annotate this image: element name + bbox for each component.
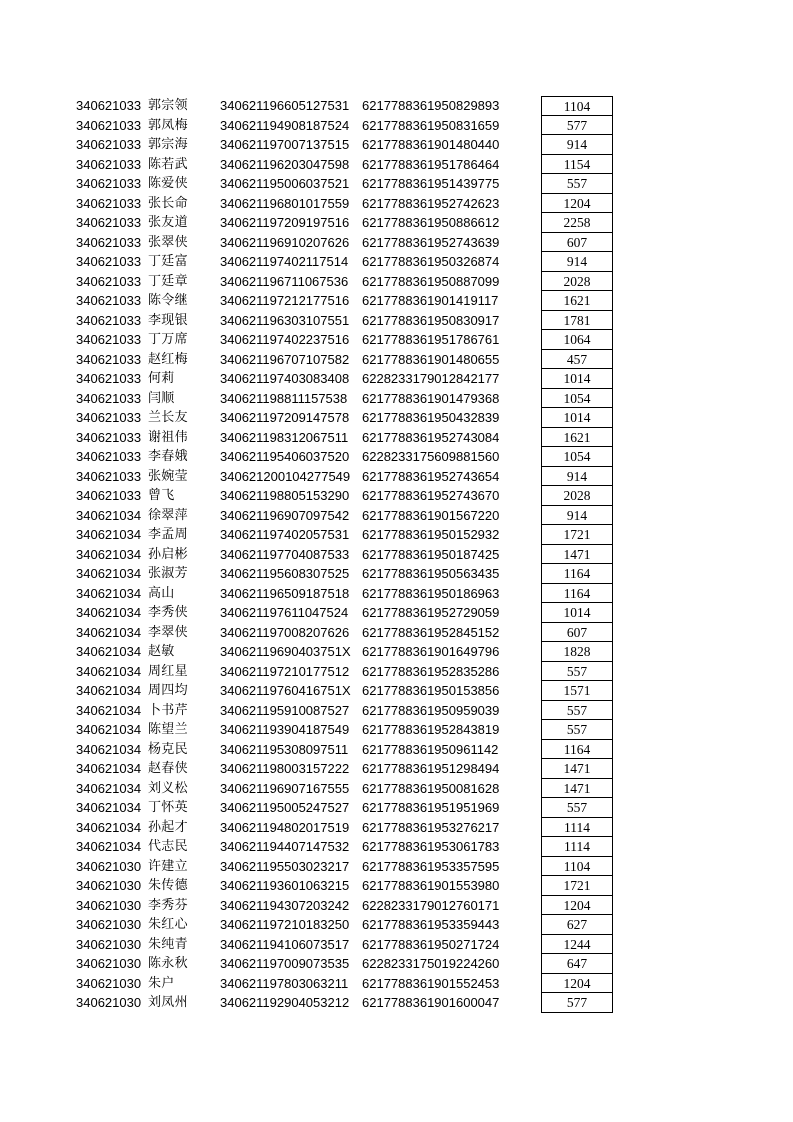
id-number-cell: 340621197008207626 — [220, 624, 350, 640]
bank-account-cell: 6217788361950153856 — [362, 683, 500, 698]
bank-account-cell: 6217788361953357595 — [362, 858, 500, 874]
village-code-cell: 340621033 — [76, 216, 142, 230]
village-code-cell: 340621033 — [76, 99, 142, 113]
table-row — [0, 525, 793, 545]
village-code-cell: 340621030 — [76, 898, 142, 913]
amount-cell: 914 — [541, 135, 613, 155]
amount-cell: 557 — [541, 662, 613, 682]
bank-account-cell: 6217788361950959039 — [362, 702, 500, 718]
name-cell: 陈永秋 — [148, 956, 188, 971]
village-code-cell: 340621034 — [76, 547, 142, 562]
village-code-cell: 340621033 — [76, 235, 142, 250]
village-code-cell: 340621034 — [76, 567, 142, 581]
village-code-cell: 340621030 — [76, 957, 142, 971]
amount-cell: 1014 — [541, 603, 613, 623]
id-number-cell: 340621193601063215 — [220, 878, 350, 893]
bank-account-cell: 6228233175019224260 — [362, 956, 500, 971]
id-number-cell: 340621194307203242 — [220, 897, 350, 913]
id-number-cell: 340621192904053212 — [220, 995, 350, 1010]
village-code-cell: 340621033 — [76, 489, 142, 503]
bank-account-cell: 6217788361952743084 — [362, 429, 500, 445]
bank-account-cell: 6217788361950187425 — [362, 546, 500, 562]
id-number-cell: 340621198312067511 — [220, 429, 349, 445]
village-code-cell: 340621030 — [76, 918, 142, 932]
bank-account-cell: 6217788361950961142 — [362, 741, 499, 757]
bank-account-cell: 6217788361952742623 — [362, 195, 500, 211]
bank-account-cell: 6217788361951951969 — [362, 800, 500, 815]
id-number-cell: 340621195406037520 — [220, 449, 350, 464]
id-number-cell: 340621193904187549 — [220, 722, 350, 737]
village-code-cell: 340621034 — [76, 723, 142, 737]
village-code-cell: 340621033 — [76, 469, 142, 484]
village-code-cell: 340621033 — [76, 391, 142, 406]
table-row — [0, 642, 793, 662]
bank-account-cell: 6217788361901480440 — [362, 137, 500, 152]
id-number-cell: 340621200104277549 — [220, 468, 351, 484]
bank-account-cell: 6217788361953359443 — [362, 917, 500, 932]
village-code-cell: 340621034 — [76, 645, 142, 659]
bank-account-cell: 6217788361952743639 — [362, 234, 500, 250]
id-number-cell: 340621196605127531 — [220, 98, 350, 113]
amount-cell: 1621 — [541, 428, 613, 448]
table-row — [0, 252, 793, 272]
id-number-cell: 340621196303107551 — [220, 312, 350, 328]
table-row — [0, 915, 793, 935]
village-code-cell: 340621034 — [76, 586, 142, 601]
id-number-cell: 340621195608307525 — [220, 566, 350, 581]
village-code-cell: 340621034 — [76, 703, 142, 718]
bank-account-cell: 6217788361952835286 — [362, 663, 500, 679]
data-table — [0, 96, 793, 1013]
table-row — [0, 681, 793, 701]
name-cell: 陈望兰 — [148, 722, 188, 737]
name-cell: 李现银 — [148, 312, 188, 328]
village-code-cell: 340621033 — [76, 450, 142, 464]
bank-account-cell: 6217788361952743654 — [362, 468, 500, 484]
id-number-cell: 340621194106073517 — [220, 936, 350, 952]
village-code-cell: 340621030 — [76, 937, 142, 952]
bank-account-cell: 6228233175609881560 — [362, 449, 500, 464]
bank-account-cell: 6217788361950081628 — [362, 780, 500, 796]
amount-cell: 1164 — [541, 740, 613, 760]
table-row — [0, 330, 793, 350]
table-row — [0, 818, 793, 838]
amount-cell: 557 — [541, 798, 613, 818]
bank-account-cell: 6217788361951298494 — [362, 761, 500, 776]
amount-cell: 1104 — [541, 857, 613, 877]
amount-cell: 2028 — [541, 486, 613, 506]
village-code-cell: 340621034 — [76, 684, 142, 698]
id-number-cell: 340621197007137515 — [220, 137, 350, 152]
table-row — [0, 564, 793, 584]
id-number-cell: 340621197611047524 — [220, 605, 349, 620]
bank-account-cell: 6217788361950271724 — [362, 936, 500, 952]
bank-account-cell: 6217788361950432839 — [362, 410, 500, 425]
amount-cell: 1104 — [541, 96, 613, 116]
name-cell: 李孟周 — [148, 527, 188, 542]
village-code-cell: 340621034 — [76, 625, 142, 640]
bank-account-cell: 6217788361952843819 — [362, 722, 500, 737]
table-row — [0, 896, 793, 916]
table-row — [0, 545, 793, 565]
amount-cell: 1054 — [541, 447, 613, 467]
name-cell: 徐翠萍 — [148, 507, 188, 523]
amount-cell: 647 — [541, 954, 613, 974]
amount-cell: 1154 — [541, 155, 613, 175]
table-row — [0, 428, 793, 448]
name-cell: 丁廷章 — [148, 273, 188, 289]
village-code-cell: 340621034 — [76, 801, 142, 815]
id-number-cell: 340621198811157538 — [220, 390, 348, 406]
table-row — [0, 935, 793, 955]
bank-account-cell: 6228233179012760171 — [362, 897, 500, 913]
village-code-cell: 340621034 — [76, 508, 142, 523]
amount-cell: 1721 — [541, 876, 613, 896]
amount-cell: 914 — [541, 467, 613, 487]
table-row — [0, 720, 793, 740]
village-code-cell: 340621033 — [76, 313, 142, 328]
table-row — [0, 194, 793, 214]
id-number-cell: 340621197402057531 — [220, 527, 350, 542]
bank-account-cell: 6217788361951786761 — [362, 332, 500, 347]
table-row — [0, 876, 793, 896]
name-cell: 孙启彬 — [148, 546, 188, 562]
name-cell: 卜书芹 — [148, 702, 188, 718]
amount-cell: 557 — [541, 701, 613, 721]
bank-account-cell: 6217788361951439775 — [362, 176, 500, 191]
name-cell: 周四均 — [148, 683, 188, 698]
id-number-cell: 340621197009073535 — [220, 956, 350, 971]
bank-account-cell: 6217788361901567220 — [362, 507, 500, 523]
name-cell: 丁怀英 — [148, 800, 188, 815]
bank-account-cell: 6217788361950186963 — [362, 585, 500, 601]
name-cell: 张翠侠 — [148, 234, 188, 250]
id-number-cell: 340621196707107582 — [220, 351, 350, 367]
amount-cell: 1721 — [541, 525, 613, 545]
amount-cell: 1014 — [541, 369, 613, 389]
village-code-cell: 340621034 — [76, 781, 142, 796]
village-code-cell: 340621034 — [76, 840, 142, 854]
name-cell: 周红星 — [148, 663, 188, 679]
amount-cell: 1114 — [541, 837, 613, 857]
village-code-cell: 340621033 — [76, 118, 142, 133]
table-row — [0, 135, 793, 155]
id-number-cell: 340621195308097511 — [220, 741, 349, 757]
id-number-cell: 340621195005247527 — [220, 800, 350, 815]
amount-cell: 1244 — [541, 935, 613, 955]
name-cell: 张淑芳 — [148, 566, 188, 581]
id-number-cell: 340621194908187524 — [220, 117, 350, 133]
amount-cell: 1471 — [541, 545, 613, 565]
bank-account-cell: 6217788361950887099 — [362, 273, 500, 289]
village-code-cell: 340621033 — [76, 196, 142, 211]
amount-cell: 557 — [541, 174, 613, 194]
bank-account-cell: 6217788361901649796 — [362, 644, 500, 659]
table-row — [0, 506, 793, 526]
bank-account-cell: 6217788361901480655 — [362, 351, 500, 367]
bank-account-cell: 6217788361950830917 — [362, 312, 500, 328]
bank-account-cell: 6217788361950563435 — [362, 566, 500, 581]
table-row — [0, 486, 793, 506]
amount-cell: 1471 — [541, 759, 613, 779]
id-number-cell: 340621195006037521 — [220, 176, 350, 191]
name-cell: 丁廷富 — [148, 254, 188, 269]
table-row — [0, 740, 793, 760]
amount-cell: 557 — [541, 720, 613, 740]
amount-cell: 1621 — [541, 291, 613, 311]
name-cell: 李秀侠 — [148, 605, 188, 620]
table-row — [0, 974, 793, 994]
amount-cell: 914 — [541, 252, 613, 272]
id-number-cell: 340621197402237516 — [220, 332, 350, 347]
amount-cell: 1114 — [541, 818, 613, 838]
amount-cell: 577 — [541, 993, 613, 1013]
table-row — [0, 174, 793, 194]
id-number-cell: 340621196509187518 — [220, 585, 350, 601]
table-row — [0, 603, 793, 623]
village-code-cell: 340621034 — [76, 528, 142, 542]
name-cell: 朱纯青 — [148, 936, 188, 952]
amount-cell: 1164 — [541, 564, 613, 584]
table-row — [0, 779, 793, 799]
table-row — [0, 369, 793, 389]
bank-account-cell: 6217788361950831659 — [362, 117, 500, 133]
table-row — [0, 467, 793, 487]
table-row — [0, 993, 793, 1013]
amount-cell: 1204 — [541, 974, 613, 994]
bank-account-cell: 6228233179012842177 — [362, 371, 500, 386]
name-cell: 刘凤州 — [148, 995, 188, 1010]
id-number-cell: 340621196910207626 — [220, 234, 350, 250]
amount-cell: 1204 — [541, 194, 613, 214]
bank-account-cell: 6217788361953276217 — [362, 819, 500, 835]
name-cell: 张长命 — [148, 195, 188, 211]
bank-account-cell: 6217788361950886612 — [362, 215, 500, 230]
name-cell: 高山 — [148, 585, 175, 601]
name-cell: 朱传德 — [148, 878, 188, 893]
id-number-cell: 340621198805153290 — [220, 488, 350, 503]
id-number-cell: 340621197210183250 — [220, 917, 350, 932]
bank-account-cell: 6217788361901479368 — [362, 390, 500, 406]
village-code-cell: 340621033 — [76, 274, 142, 289]
amount-cell: 577 — [541, 116, 613, 136]
name-cell: 许建立 — [148, 858, 188, 874]
amount-cell: 914 — [541, 506, 613, 526]
name-cell: 杨克民 — [148, 741, 188, 757]
table-row — [0, 701, 793, 721]
name-cell: 张友道 — [148, 215, 188, 230]
table-row — [0, 350, 793, 370]
name-cell: 朱红心 — [148, 917, 188, 932]
table-row — [0, 857, 793, 877]
bank-account-cell: 6217788361901552453 — [362, 975, 500, 991]
name-cell: 张婉莹 — [148, 468, 188, 484]
name-cell: 刘义松 — [148, 780, 188, 796]
table-row — [0, 584, 793, 604]
village-code-cell: 340621030 — [76, 879, 142, 893]
amount-cell: 627 — [541, 915, 613, 935]
table-row — [0, 662, 793, 682]
id-number-cell: 340621195910087527 — [220, 702, 350, 718]
village-code-cell: 340621033 — [76, 411, 142, 425]
name-cell: 闫顺 — [148, 390, 175, 406]
name-cell: 郭凤梅 — [148, 117, 188, 133]
table-row — [0, 233, 793, 253]
amount-cell: 1571 — [541, 681, 613, 701]
id-number-cell: 340621197704087533 — [220, 546, 350, 562]
id-number-cell: 34062119690403751X — [220, 644, 351, 659]
id-number-cell: 340621197209197516 — [220, 215, 350, 230]
village-code-cell: 340621033 — [76, 138, 142, 152]
table-row — [0, 272, 793, 292]
id-number-cell: 340621194802017519 — [220, 819, 350, 835]
id-number-cell: 340621197209147578 — [220, 410, 350, 425]
table-row — [0, 798, 793, 818]
name-cell: 李翠侠 — [148, 624, 188, 640]
id-number-cell: 340621197403083408 — [220, 371, 350, 386]
village-code-cell: 340621030 — [76, 859, 142, 874]
name-cell: 何莉 — [148, 371, 175, 386]
name-cell: 陈爱侠 — [148, 176, 188, 191]
bank-account-cell: 6217788361901419117 — [362, 293, 499, 308]
amount-cell: 607 — [541, 623, 613, 643]
id-number-cell: 340621197210177512 — [220, 663, 350, 679]
amount-cell: 607 — [541, 233, 613, 253]
id-number-cell: 340621194407147532 — [220, 839, 350, 854]
name-cell: 代志民 — [148, 839, 188, 854]
table-row — [0, 389, 793, 409]
bank-account-cell: 6217788361953061783 — [362, 839, 500, 854]
village-code-cell: 340621034 — [76, 742, 142, 757]
name-cell: 谢祖伟 — [148, 429, 188, 445]
bank-account-cell: 6217788361901600047 — [362, 995, 500, 1010]
village-code-cell: 340621033 — [76, 255, 142, 269]
bank-account-cell: 6217788361950829893 — [362, 98, 500, 113]
bank-account-cell: 6217788361950326874 — [362, 254, 500, 269]
bank-account-cell: 6217788361901553980 — [362, 878, 500, 893]
amount-cell: 1014 — [541, 408, 613, 428]
village-code-cell: 340621033 — [76, 352, 142, 367]
id-number-cell: 340621196907097542 — [220, 507, 350, 523]
bank-account-cell: 6217788361952743670 — [362, 488, 500, 503]
id-number-cell: 340621196801017559 — [220, 195, 350, 211]
village-code-cell: 340621030 — [76, 976, 142, 991]
amount-cell: 1471 — [541, 779, 613, 799]
name-cell: 陈令继 — [148, 293, 188, 308]
village-code-cell: 340621033 — [76, 157, 142, 172]
name-cell: 曾飞 — [148, 488, 175, 503]
village-code-cell: 340621033 — [76, 294, 142, 308]
bank-account-cell: 6217788361950152932 — [362, 527, 500, 542]
id-number-cell: 340621197402117514 — [220, 254, 349, 269]
table-row — [0, 759, 793, 779]
amount-cell: 457 — [541, 350, 613, 370]
village-code-cell: 340621033 — [76, 333, 142, 347]
village-code-cell: 340621034 — [76, 820, 142, 835]
amount-cell: 1054 — [541, 389, 613, 409]
village-code-cell: 340621034 — [76, 606, 142, 620]
id-number-cell: 340621196203047598 — [220, 156, 350, 172]
table-row — [0, 837, 793, 857]
id-number-cell: 340621197803063211 — [220, 975, 349, 991]
name-cell: 赵春侠 — [148, 761, 188, 776]
amount-cell: 1164 — [541, 584, 613, 604]
village-code-cell: 340621033 — [76, 177, 142, 191]
village-code-cell: 340621033 — [76, 372, 142, 386]
id-number-cell: 34062119760416751X — [220, 683, 351, 698]
name-cell: 李春娥 — [148, 449, 188, 464]
village-code-cell: 340621033 — [76, 430, 142, 445]
table-row — [0, 447, 793, 467]
id-number-cell: 340621197212177516 — [220, 293, 350, 308]
name-cell: 兰长友 — [148, 410, 188, 425]
village-code-cell: 340621034 — [76, 664, 142, 679]
id-number-cell: 340621196907167555 — [220, 780, 350, 796]
bank-account-cell: 6217788361951786464 — [362, 156, 500, 172]
table-row — [0, 155, 793, 175]
amount-cell: 1204 — [541, 896, 613, 916]
name-cell: 郭宗海 — [148, 137, 188, 152]
table-row — [0, 954, 793, 974]
bank-account-cell: 6217788361952729059 — [362, 605, 500, 620]
id-number-cell: 340621195503023217 — [220, 858, 350, 874]
amount-cell: 1064 — [541, 330, 613, 350]
bank-account-cell: 6217788361952845152 — [362, 624, 500, 640]
table-row — [0, 291, 793, 311]
amount-cell: 1828 — [541, 642, 613, 662]
table-row — [0, 623, 793, 643]
name-cell: 赵红梅 — [148, 351, 188, 367]
table-row — [0, 96, 793, 116]
name-cell: 赵敏 — [148, 644, 175, 659]
id-number-cell: 340621196711067536 — [220, 273, 349, 289]
amount-cell: 1781 — [541, 311, 613, 331]
village-code-cell: 340621030 — [76, 996, 142, 1010]
table-row — [0, 408, 793, 428]
name-cell: 朱户 — [148, 975, 175, 991]
table-row — [0, 213, 793, 233]
amount-cell: 2258 — [541, 213, 613, 233]
amount-cell: 2028 — [541, 272, 613, 292]
name-cell: 郭宗领 — [148, 98, 188, 113]
name-cell: 丁万席 — [148, 332, 188, 347]
name-cell: 孙起才 — [148, 819, 188, 835]
name-cell: 李秀芬 — [148, 897, 188, 913]
name-cell: 陈若武 — [148, 156, 188, 172]
table-row — [0, 311, 793, 331]
village-code-cell: 340621034 — [76, 762, 142, 776]
id-number-cell: 340621198003157222 — [220, 761, 350, 776]
table-row — [0, 116, 793, 136]
